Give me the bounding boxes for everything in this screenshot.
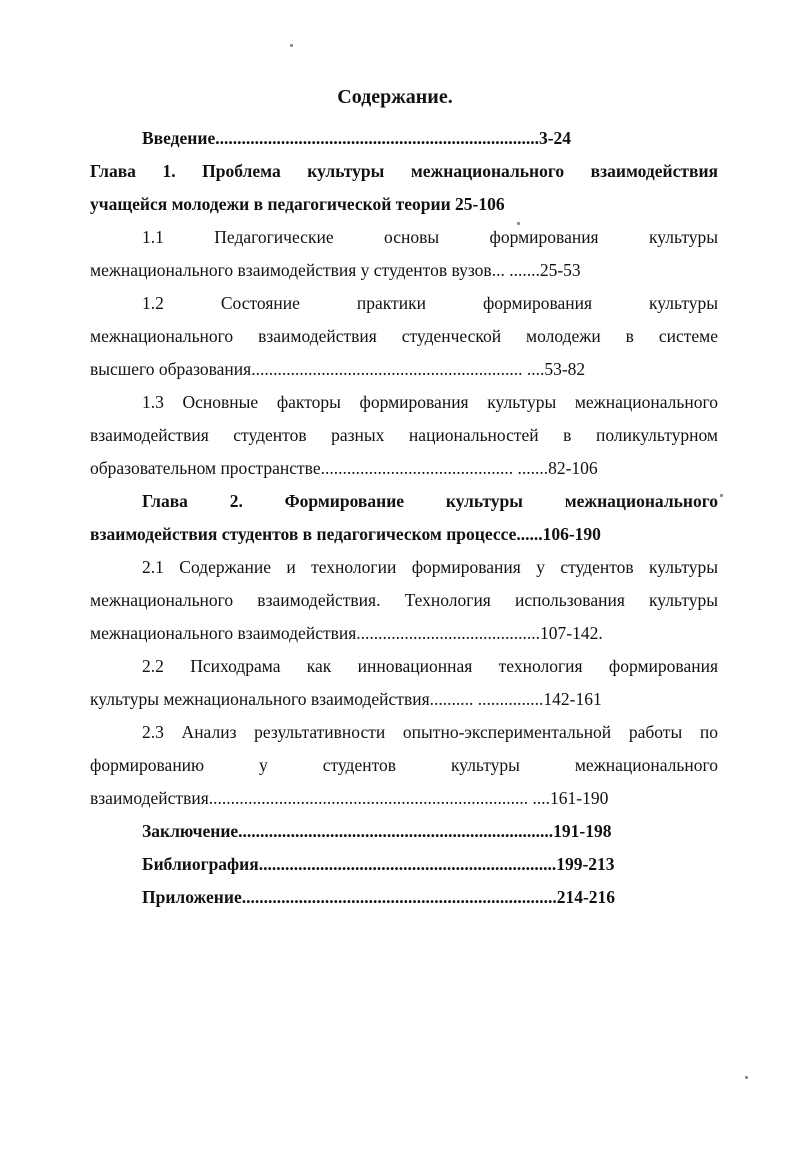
toc-chapter-2-heading: Глава 2. Формирование культуры межнационального xyxy=(142,491,718,511)
toc-section-2-1-cont: межнационального взаимодействия. Технология использования культуры xyxy=(90,590,718,610)
toc-entry-bibliography: Библиография....................................................................199-213 xyxy=(142,854,615,874)
toc-section-1-2: 1.2 Состояние практики формирования культуры xyxy=(142,293,718,313)
toc-section-1-2-cont: межнационального взаимодействия студенческой молодежи в системе xyxy=(90,326,718,346)
toc-chapter-1-heading: Глава 1. Проблема культуры межнационального взаимодействия xyxy=(90,161,718,181)
toc-section-1-1-cont: межнационального взаимодействия у студентов вузов... .......25-53 xyxy=(90,260,581,280)
toc-entry-conclusion: Заключение........................................................................191-198 xyxy=(142,821,612,841)
toc-section-2-3: 2.3 Анализ результативности опытно-экспериментальной работы по xyxy=(142,722,718,742)
toc-entry-introduction: Введение..........................................................................3-24 xyxy=(142,128,572,148)
toc-section-1-2-cont2: высшего образования.............................................................. ....53-82 xyxy=(90,359,586,379)
toc-entry-appendix: Приложение........................................................................214-216 xyxy=(142,887,616,907)
toc-section-2-1: 2.1 Содержание и технологии формирования у студентов культуры xyxy=(142,557,718,577)
toc-section-1-3-cont: взаимодействия студентов разных национальностей в поликультурном xyxy=(90,425,718,445)
table-of-contents xyxy=(90,122,718,914)
toc-section-1-3: 1.3 Основные факторы формирования культуры межнационального xyxy=(142,392,718,412)
toc-section-2-3-cont2: взаимодействия......................................................................... ....161-190 xyxy=(90,788,609,808)
toc-section-1-1: 1.1 Педагогические основы формирования культуры xyxy=(142,227,718,247)
toc-section-2-2: 2.2 Психодрама как инновационная технология формирования xyxy=(142,656,718,676)
scan-speck xyxy=(745,1076,748,1079)
scan-speck xyxy=(517,222,520,225)
scan-speck xyxy=(290,44,293,47)
toc-section-2-2-cont: культуры межнационального взаимодействия.......... ...............142-161 xyxy=(90,689,602,709)
toc-chapter-2-heading-cont: взаимодействия студентов в педагогическом процессе......106-190 xyxy=(90,524,601,544)
toc-chapter-1-heading-cont: учащейся молодежи в педагогической теории 25-106 xyxy=(90,194,505,214)
toc-section-1-3-cont2: образовательном пространстве............................................ .......82-106 xyxy=(90,458,598,478)
scan-speck xyxy=(720,494,723,497)
page-title: Содержание. xyxy=(337,86,453,108)
toc-section-2-3-cont: формированию у студентов культуры межнационального xyxy=(90,755,718,775)
toc-section-2-1-cont2: межнационального взаимодействия..........................................107-142. xyxy=(90,623,603,643)
